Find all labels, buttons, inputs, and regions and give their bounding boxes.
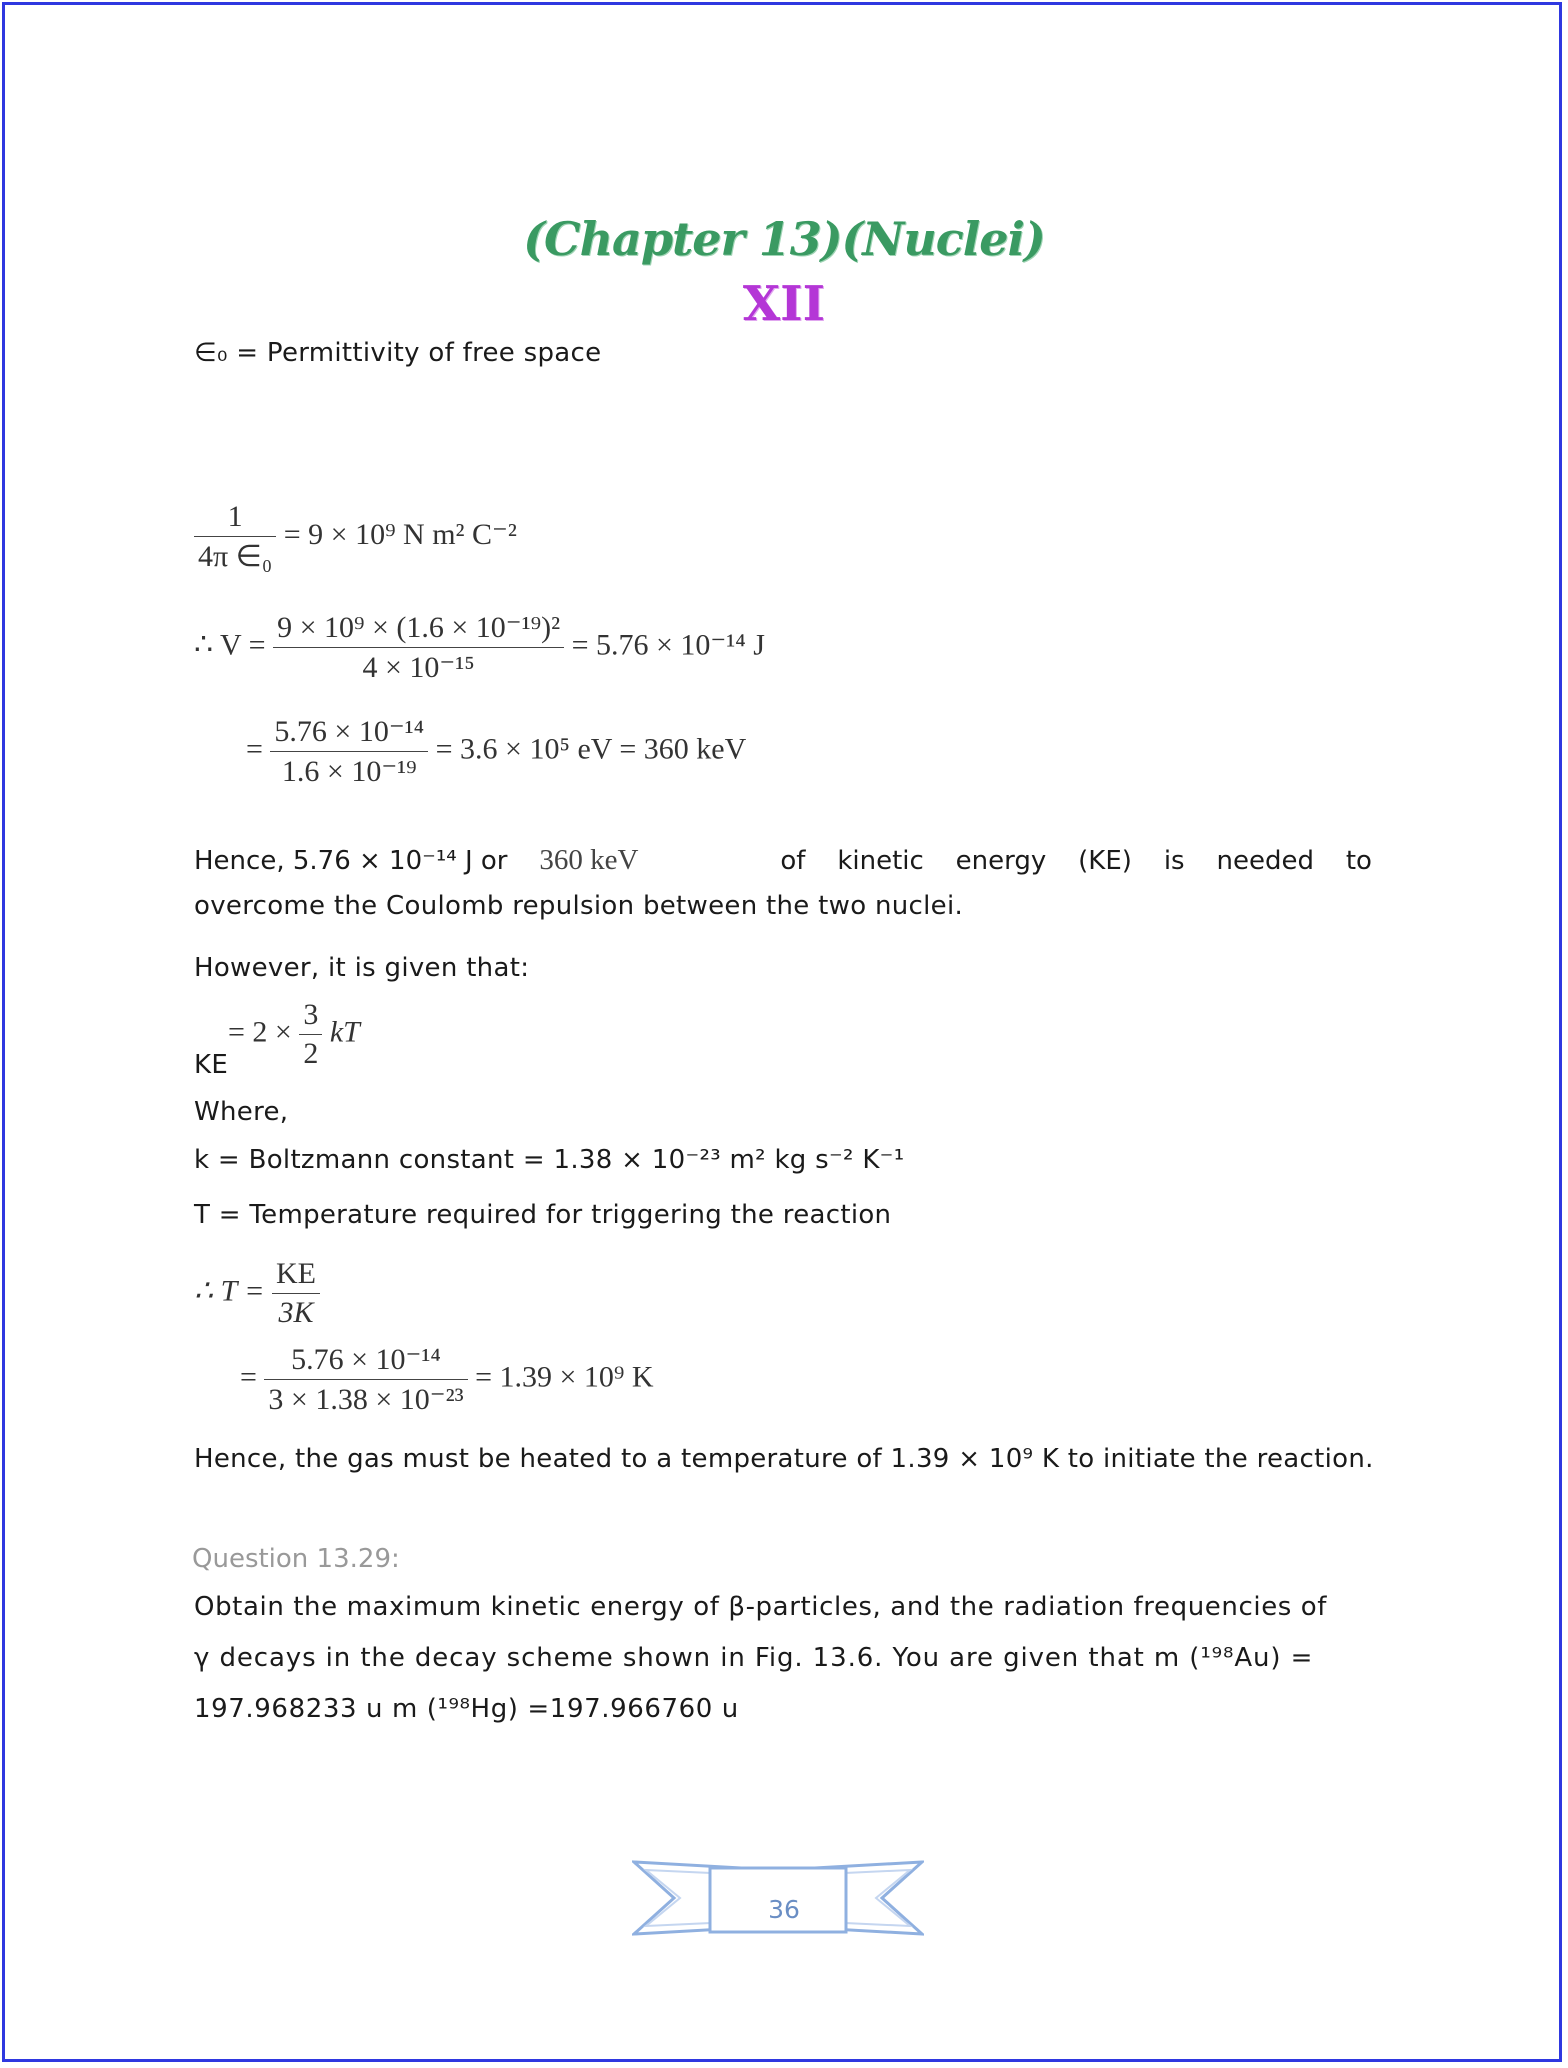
equation-lhs: ∴ V = bbox=[194, 628, 266, 662]
fraction bbox=[264, 1342, 467, 1417]
however-line: However, it is given that: bbox=[194, 953, 530, 983]
hence-conclusion: Hence, the gas must be heated to a temperature of 1.39 × 10⁹ K to initiate the reaction. bbox=[194, 1444, 1374, 1474]
text-run: is bbox=[1163, 846, 1185, 876]
equation-lhs: = bbox=[246, 732, 263, 766]
text-run: to bbox=[1345, 846, 1372, 876]
denominator: 3K bbox=[278, 1296, 314, 1329]
page-number: 36 bbox=[768, 1895, 800, 1924]
hence-sentence-line1 bbox=[194, 844, 1372, 877]
text-run-energy: 360 keV bbox=[539, 844, 639, 876]
equation-rhs: = 3.6 × 10⁵ eV = 360 keV bbox=[435, 732, 747, 766]
numerator: 1 bbox=[194, 500, 276, 537]
equation-rhs: = 5.76 × 10⁻¹⁴ J bbox=[571, 628, 765, 662]
equation-lhs: = bbox=[240, 1360, 257, 1394]
where-line: Where, bbox=[194, 1097, 289, 1127]
fraction bbox=[273, 610, 564, 685]
equation-potential bbox=[194, 610, 765, 685]
equation-energy-ev bbox=[246, 714, 746, 789]
denominator: 3 × 1.38 × 10⁻²³ bbox=[268, 1383, 464, 1416]
equation-kinetic-energy bbox=[228, 998, 360, 1071]
equation-lhs: ∴ T = bbox=[194, 1274, 265, 1308]
hence-sentence-line2: overcome the Coulomb repulsion between the two nuclei. bbox=[194, 891, 964, 921]
temperature-definition: T = Temperature required for triggering the reaction bbox=[194, 1200, 892, 1230]
chapter-title: (Chapter 13)(Nuclei) bbox=[523, 212, 1045, 266]
numerator: 3 bbox=[299, 998, 322, 1035]
question-line3: 197.968233 u m (¹⁹⁸Hg) =197.966760 u bbox=[194, 1694, 739, 1724]
question-label: Question 13.29: bbox=[192, 1544, 400, 1574]
text-run: needed bbox=[1216, 846, 1314, 876]
equation-lhs: = 2 × bbox=[228, 1015, 292, 1049]
boltzmann-definition: k = Boltzmann constant = 1.38 × 10⁻²³ m² kg s⁻² K⁻¹ bbox=[194, 1145, 905, 1175]
fraction bbox=[270, 714, 428, 789]
denominator: 1.6 × 10⁻¹⁹ bbox=[281, 755, 417, 788]
equation-coulomb-constant bbox=[194, 500, 517, 574]
denominator: 4 × 10⁻¹⁵ bbox=[362, 651, 475, 684]
fraction bbox=[272, 1257, 320, 1330]
denominator: 4π ∈₀ bbox=[198, 540, 273, 573]
fraction bbox=[194, 500, 276, 574]
text-run: (KE) bbox=[1078, 846, 1132, 876]
numerator: KE bbox=[272, 1257, 320, 1294]
fraction bbox=[299, 998, 322, 1071]
numerator: 5.76 × 10⁻¹⁴ bbox=[270, 714, 428, 752]
equation-rhs: kT bbox=[329, 1015, 360, 1049]
epsilon-definition: ∈₀ = Permittivity of free space bbox=[194, 338, 602, 368]
equation-rhs: = 1.39 × 10⁹ K bbox=[475, 1360, 654, 1394]
text-run: energy bbox=[955, 846, 1047, 876]
question-line1: Obtain the maximum kinetic energy of β-particles, and the radiation frequencies of bbox=[194, 1592, 1328, 1622]
text-run: kinetic bbox=[837, 846, 924, 876]
ke-label: KE bbox=[194, 1050, 229, 1080]
numerator: 9 × 10⁹ × (1.6 × 10⁻¹⁹)² bbox=[273, 610, 564, 648]
equation-rhs: = 9 × 10⁹ N m² C⁻² bbox=[283, 517, 517, 551]
text-run: of bbox=[780, 846, 806, 876]
question-line2: γ decays in the decay scheme shown in Fig. 13.6. You are given that m (¹⁹⁸Au) = bbox=[194, 1643, 1314, 1673]
numerator: 5.76 × 10⁻¹⁴ bbox=[264, 1342, 467, 1380]
equation-temperature bbox=[194, 1257, 320, 1330]
equation-temperature-value bbox=[240, 1342, 654, 1417]
denominator: 2 bbox=[303, 1037, 319, 1070]
class-subtitle: XII bbox=[742, 276, 826, 332]
text-run: Hence, 5.76 × 10⁻¹⁴ J or bbox=[194, 846, 508, 876]
